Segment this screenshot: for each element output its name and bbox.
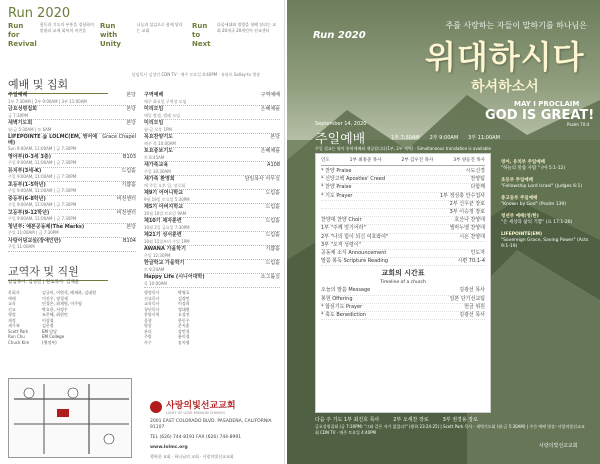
map-drawing	[9, 379, 133, 459]
program-row: 3부 "오직 성령이"	[321, 242, 485, 250]
staff-row: 찬양사역 오성진	[144, 312, 190, 317]
service-item: 새가족교육 주일 10:30AM A108	[144, 162, 280, 176]
staff-row: 교육 민경은, 최재원, 이주영	[8, 301, 82, 306]
theme-desc: 나눔과 섬김으로 함께 달리는 교회	[136, 22, 183, 33]
church-footer: 행복한 교회 · 하나님의 교회 · 사랑의빛선교교회	[150, 454, 234, 459]
program-row: 봉헌 Offering 일본 단기선교팀	[321, 296, 485, 304]
staff-section-title: 교역자 및 직원	[8, 263, 108, 281]
service-item: 제21기 성서훈련 10월 11일부터 주일 1PM 드림홀	[144, 232, 280, 246]
department-item: 청년부 예배(영/한) "온 세상과 삶의 기쁨" (요 17:1-26)	[501, 214, 573, 225]
program-row: 3부 이승정 장로	[321, 209, 485, 217]
service-item: 목요찬양기도 매주 목 10:00AM 본당	[144, 134, 280, 148]
staff-row: 재정 이상철	[8, 317, 54, 323]
theme-desc: 함동과 기도의 부흥을 경험하며 말씀과 교제 회복의 비전을	[39, 22, 94, 33]
program-row: * 합심기도 Prayer 헌금 위원	[321, 304, 485, 312]
service-item: 새벽기도회 월-금 5:30AM | 토 6AM 본당	[8, 120, 136, 134]
staff-row: Run Chu EM College	[8, 334, 65, 339]
worship-section-title: 예배 및 집회	[8, 76, 108, 94]
english-verse: Psalm 70:4	[567, 122, 590, 127]
right-panel	[287, 0, 600, 464]
verse-korean: 주를 사랑하는 자들이 말하기를 하나님은	[445, 21, 587, 30]
staff-row: 음향 한동우	[144, 317, 190, 323]
staff-list-left	[8, 290, 138, 345]
department-item: 초등부 주일예배 "Fellowship Lord Israel" (Judges 6:1)	[501, 178, 583, 189]
staff-row: 주방 윤미경	[144, 334, 190, 339]
service-item: 청년부: 예본공동체(The Marks) 주일 11:00AM | 금 7:30PM 본당	[8, 224, 136, 238]
services-list-right	[144, 92, 280, 288]
service-time: 1부 7:30AM	[391, 135, 420, 141]
staff-row: 영상 문지훈	[144, 323, 190, 328]
theme-head: Run with Unity	[100, 22, 121, 48]
staff-row: 행정목사 박영호	[144, 290, 190, 295]
worship-label: 주일예배	[315, 132, 366, 147]
service-times	[391, 134, 500, 141]
staff-row: 선교목사 김정민	[144, 295, 190, 301]
staff-list-right	[144, 290, 280, 345]
service-item: 고등부(9-12학년) 주일 9:00AM, 11:00AM | 금 7:30PM 비전센터	[8, 210, 136, 224]
church-address: 2001 EAST COLORADO BLVD. PASADENA, CALIFORNIA 91107	[150, 419, 272, 430]
service-date: September 14, 2020	[315, 121, 367, 127]
footer-church-logo: 사랑의빛선교교회	[539, 443, 578, 449]
staff-row: 관리 강민석	[144, 328, 190, 334]
theme-revival	[8, 22, 94, 49]
service-item: 주일예배 1부 7:30AM | 2부 9:00AM | 3부 11:00AM 본당	[8, 92, 136, 106]
program-row: * 기도 Prayer 1부 정성충 안수집사	[321, 193, 485, 201]
staff-row: 목회자 김규미, 이원석, 배재하, 김대원	[8, 290, 96, 295]
service-item: 제9기 어머니학교 9월 19일 토요일 5:30PM 드림홀	[144, 190, 280, 204]
program-row: 오늘의 말씀 Message 김광선 목사	[321, 287, 485, 295]
staff-row: Scott Park EM 담당	[8, 328, 57, 334]
church-logo-row	[150, 398, 282, 415]
main-title: 위대하시다	[425, 38, 585, 76]
program-header: 인도 1부 최홍준 목사 2부 김우진 목사 3부 양응진 목사	[321, 157, 485, 166]
staff-row: 선교 박요한, 서정우	[8, 306, 68, 312]
program-row: 2부 신우균 장로	[321, 201, 485, 209]
department-item: 중고등부 주일예배 "Known by God" (Psalm 139)	[501, 196, 567, 207]
theme-head: Run to Next	[192, 22, 211, 48]
service-time: 2부 9:00AM	[429, 135, 459, 141]
theme-desc: 다음세대와 열방을 향해 달리는 교회 20개국 20개언어 선교센터	[216, 22, 277, 33]
left-panel	[0, 0, 285, 464]
theme-unity	[100, 22, 186, 49]
service-item: 구역예배 매주 화요일 구역장 모임 구역예배	[144, 92, 280, 106]
staff-row: 행정 조은혜, 최현민	[8, 312, 68, 317]
program-row: 말씀 봉독 Scripture Reading 시편 70:1-4	[321, 258, 485, 266]
church-name-en: LIGHT OF LOVE MISSION CHURCH	[166, 411, 225, 415]
run-logo: Run 2020	[313, 30, 366, 41]
service-item: 미리모임 월-금 오후 1PM	[144, 120, 280, 134]
service-item: 미리모임 매일 밤셈, 엘떼 모임 은혜채플	[144, 106, 280, 120]
program-row: * 축도 Benediction 김광선 목사	[321, 312, 485, 320]
program-row: 공동체 소식 Announcement 인도자	[321, 250, 485, 258]
service-time: 3부 11:00AM	[468, 135, 500, 141]
broadcast-note: 담임목사 김성민 CDN TV · 매주 토요일 4:40PM · 유튜브 Sallay-tv 방송	[131, 72, 261, 77]
english-title-line2: GOD IS GREAT!	[485, 108, 595, 123]
next-week-prayer: 다음 주 기도 1부 최진호 목사 2부 오세찬 장로 3부 권경용 장로	[315, 417, 478, 423]
service-item: 영아부(0-3세 3층) 주일 9:00AM, 11:00AM | 금 7:30PM B103	[8, 154, 136, 168]
sermon-subtitle: Timeline of a church	[380, 280, 426, 286]
location-map	[8, 378, 132, 458]
services-list-left	[8, 92, 136, 252]
service-item: 사랑어덩교실(장애인반) 주일 11:00AM B104	[8, 238, 136, 252]
program-row: * 찬양 Praise 시도신경	[321, 168, 485, 176]
program-row: * 찬양 Praise 다함께	[321, 184, 485, 192]
program-row: 찬양대 찬양 Choir 호산나 찬양대	[321, 217, 485, 225]
service-item: AWANA 가을학기 주일 12:30PM 기쁨홀	[144, 246, 280, 260]
church-website[interactable]: www.lolmc.org	[150, 445, 188, 450]
theme-head: Run for Revival	[8, 22, 37, 48]
church-logo-icon	[150, 401, 162, 413]
weekly-info: 금요성령집회 (금 7:30PM) "그와 같은 자가 없었다!" (왕하 23:24-25) | Scott Park 목사 · 새벽기도회 (월-금 5:30AM) | 주간 예배 방송: 사랑의빛선교교회 CDN TV · 매주 토요일 4:40PM	[315, 424, 585, 435]
service-item: 유치부(3세-K) 주일 9:00AM, 11:00AM | 금 7:30PM 드림홀	[8, 168, 136, 182]
staff-head: 담임목사: 김성민 | 원로목사: 김제윤	[8, 280, 80, 285]
service-item: Happy Life (시니어대학) 목 10:00AM 소그룹실	[144, 274, 280, 288]
service-item: 토요중보기도 토 6:45AM 은혜채플	[144, 148, 280, 162]
service-item: 제10기 제자훈련 10월 2일 금요일 7:30PM 드림홀	[144, 218, 280, 232]
worship-program	[315, 153, 491, 413]
service-item: LIFEPOINTE @ LOLMC(EM, 영어예배) Sun 9:00AM, 11:00AM | 금 7:30PM Grace Chapel	[8, 134, 136, 154]
sermon-title: 교회의 시간표	[381, 269, 425, 278]
staff-row: 새가족 김은정	[8, 323, 54, 328]
service-item: 제5기 아버지학교 10월 10일 토요일 9AM 드림홀	[144, 204, 280, 218]
staff-row: 사무 송지영	[144, 339, 190, 345]
translation-note: 주일 설교는 영어 통역예배와 제공됩니다(1부, 2부 지역) · Simultaneous translation is available	[315, 146, 491, 151]
staff-row: 청년목사 정대원	[144, 306, 190, 312]
department-services	[501, 160, 593, 256]
theme-next	[192, 22, 278, 49]
church-info	[150, 398, 282, 460]
service-item: 중등부(6-8학년) 주일 9:00AM, 11:00AM | 금 7:30PM 비전센터	[8, 196, 136, 210]
service-item: 초등부(1-5학년) 주일 9:00AM, 11:00AM | 금 7:30PM 기쁨홀	[8, 182, 136, 196]
english-title-line1: MAY I PROCLAIM	[514, 100, 580, 108]
service-item: 한글학교 가을학기 토 9:20AM 드림홀	[144, 260, 280, 274]
main-subtitle: 하셔하소서	[471, 79, 539, 95]
church-phone: TEL (626) 744-8191 FAX (626) 744-8991	[150, 435, 242, 440]
theme-row	[8, 22, 278, 49]
staff-row: 교육목사 이성희	[144, 301, 190, 306]
department-item: 영어, 유치부 주일예배 "하늘의 말씀 사람 " (마 5:1-12)	[501, 160, 566, 171]
staff-row: Chuck Kim (행정부)	[8, 339, 57, 345]
service-item: 새가족 환영회 매 주일 오후 일, 장로회 담임목사 사무실	[144, 176, 280, 190]
staff-row: 예배 이진우, 정경재	[8, 295, 68, 301]
program-row: * 신앙고백 Apostles' Creed 찬양팀	[321, 176, 485, 184]
church-name: 사랑의빛선교교회	[166, 401, 236, 411]
program-row: 2부 "나의 힘이 되신 여호와여" 시온 찬양대	[321, 234, 485, 242]
program-row: 1부 "주께 엎기어라" 엘마누엘 찬양대	[321, 225, 485, 233]
service-item: 금요성령집회 금 7:30PM 본당	[8, 106, 136, 120]
run-year-title: Run 2020	[8, 6, 71, 21]
department-item: LIFEPOINTE(EM) "Sovereign Grace, Saving Power" (Acts 9:1-19)	[501, 232, 589, 249]
